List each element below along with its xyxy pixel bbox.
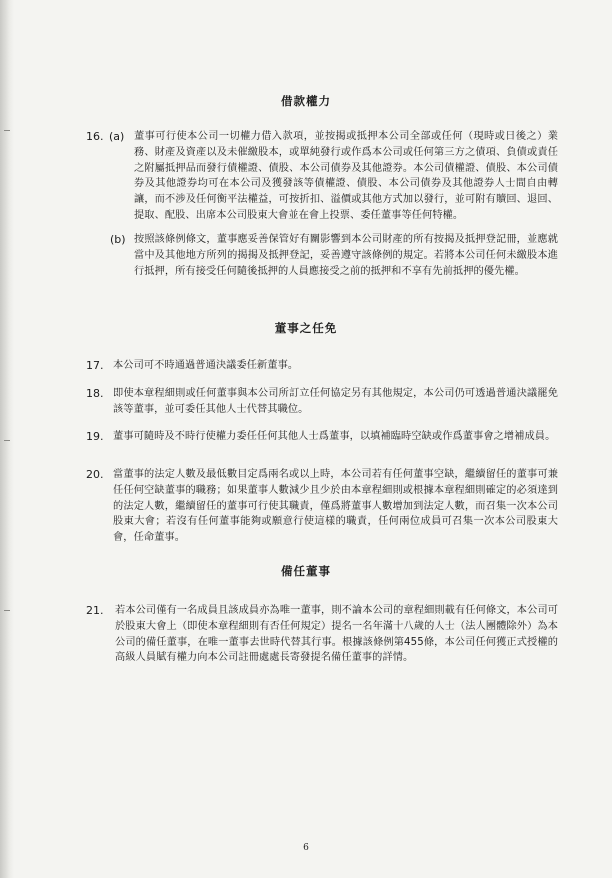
clause-text-19: 董事可隨時及不時行使權力委任任何其他人士爲董事，以填補臨時空缺或作爲董事會之增補成員。	[113, 431, 556, 442]
page-number: 6	[303, 843, 309, 853]
clause-number-17: 17.	[86, 359, 104, 372]
clause-text-20: 當董事的法定人數及最低數目定爲兩名或以上時，本公司若有任何董事空缺，繼續留任的董事可兼任任何空缺董事的職務；如果董事人數減少且少於由本章程細則或根據本章程細則確定的必須達到的法定人數，繼續留任的董事可行使其職責，僅爲將董事人數增加到法定人數，而召集一次本公司股東大會；若沒有任何董事能夠或願意行使這樣的職責，任何兩位成員可召集一次本公司股東大會，任命董事。	[113, 469, 558, 544]
scan-edge-mark	[4, 440, 10, 441]
clause-number-21: 21.	[86, 604, 104, 617]
clause-text-16b: 按照該條例條文，董事應妥善保管好有關影響到本公司財產的所有按揭及抵押登記冊，並應就當中及其他地方所列的揭揭及抵押登記，妥善遵守該條例的規定。若將本公司任何未繳股本進行抵押，所有接受任何隨後抵押的人員應接受之前的抵押和不享有先前抵押的優先權。	[134, 234, 558, 277]
clause-text-21: 若本公司僅有一名成員且該成員亦為唯一董事，則不論本公司的章程細則載有任何條文，本公司可於股東大會上（即使本章程細則有否任何規定）提名一名年滿十八歲的人士（法人團體除外）為本公司的備任董事，在唯一董事去世時代替其行事。根據該條例第455條，本公司任何獲正式授權的高級人員賦有權力向本公司註冊處處長寄發提名備任董事的詳情。	[115, 605, 558, 664]
clause-text-17: 本公司可不時通過普通決議委任新董事。	[113, 360, 299, 371]
clause-text-18: 即使本章程細則或任何董事與本公司所訂立任何協定另有其他規定，本公司仍可透過普通決議罷免該等董事，並可委任其他人士代替其職位。	[113, 388, 558, 415]
clause-text-16a: 董事可行使本公司一切權力借入款項，並按揭或抵押本公司全部或任何（現時或日後之）業務、財產及資產以及未催繳股本，或單純發行或作爲本公司或任何第三方之債項、負債或責任之附屬抵押品而發行債權證、債股、本公司債券及其他證券。本公司債權證、債股、本公司債券及其他證券均可在本公司及獲發該等債權證、債股、本公司債券及其他證券人士間自由轉讓，而不涉及任何衡平法權益，可按折扣、溢價或其他方式加以發行，並可附有贖回、退回、提取、配股、出席本公司股東大會並在會上投票、委任董事等任何特權。	[134, 131, 558, 221]
clause-label-16a: (a)	[109, 130, 125, 143]
section-heading-appointment: 董事之任免	[274, 321, 338, 335]
scan-shadow-edge	[0, 0, 14, 878]
clause-number-18: 18.	[86, 387, 104, 400]
clause-number-19: 19.	[86, 430, 104, 443]
section-heading-reserve-director: 備任董事	[281, 564, 331, 578]
scan-edge-mark	[4, 610, 10, 611]
clause-number-16: 16.	[86, 130, 104, 143]
clause-label-16b: (b)	[110, 233, 126, 246]
clause-number-20: 20.	[86, 468, 104, 481]
section-heading-borrowing: 借款權力	[281, 94, 331, 108]
scan-edge-mark	[4, 130, 10, 131]
